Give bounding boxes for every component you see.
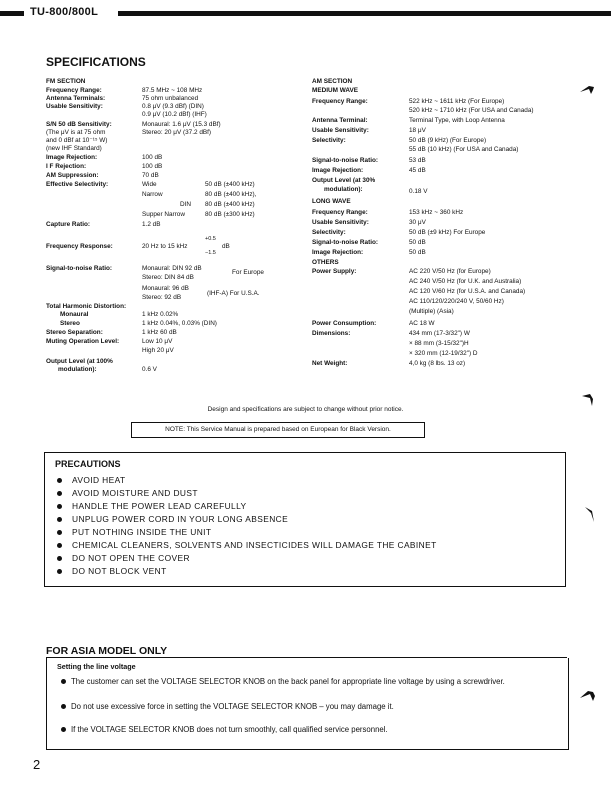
fm-freq-range-label: Frequency Range: [46, 87, 102, 94]
asia-subtitle: Setting the line voltage [57, 662, 136, 671]
am-usable-label: Usable Sensitivity: [312, 127, 369, 134]
margin-mark [579, 84, 595, 96]
am-lw-freq-label: Frequency Range: [312, 209, 368, 216]
margin-mark [581, 393, 595, 407]
bullet-icon [57, 504, 62, 509]
fm-snr-4: Stereo: 92 dB [142, 294, 182, 301]
header-bar [0, 4, 611, 24]
fm-thd-mono-value: 1 kHz 0.02% [142, 311, 179, 318]
others-heading: OTHERS [312, 259, 339, 266]
net-weight-label: Net Weight: [312, 360, 348, 367]
bullet-icon [57, 478, 62, 483]
bullet-icon [61, 679, 66, 684]
fm-capture-value: 1.2 dB [142, 221, 161, 228]
am-lw-snr-label: Signal-to-noise Ratio: [312, 239, 379, 246]
am-usable-value: 18 μV [409, 127, 426, 134]
fm-snr-3: Monaural: 96 dB [142, 285, 189, 292]
bullet-icon [57, 543, 62, 548]
am-lw-freq-value: 153 kHz ~ 360 kHz [409, 209, 464, 216]
fm-sn50-note-3: (new IHF Standard) [46, 145, 102, 152]
precaution-text: PUT NOTHING INSIDE THE UNIT [72, 527, 212, 537]
model-name: TU-800/800L [30, 6, 99, 18]
fm-sn50-note-1: (The μV is at 75 ohm [46, 129, 106, 136]
am-lw-usable-value: 30 μV [409, 219, 426, 226]
spec-notice: Design and specifications are subject to change without prior notice. [207, 406, 404, 413]
fm-thd-stereo-value: 1 kHz 0.04%, 0.03% (DIN) [142, 320, 217, 327]
fm-image-label: Image Rejection: [46, 154, 98, 161]
fm-usable-value-1: 0.8 μV (9.3 dBf) (DIN) [142, 103, 204, 110]
am-lw-sel-label: Selectivity: [312, 229, 346, 236]
margin-mark [579, 689, 597, 703]
net-weight-value: 4,0 kg (8 lbs. 13 oz) [409, 360, 466, 367]
am-lw-image-value: 50 dB [409, 249, 426, 256]
precaution-text: AVOID MOISTURE AND DUST [72, 488, 198, 498]
specifications-title: SPECIFICATIONS [46, 55, 146, 69]
fm-thd-mono-label: Monaural [60, 311, 89, 318]
precaution-text: CHEMICAL CLEANERS, SOLVENTS AND INSECTICIDES WILL DAMAGE THE CABINET [72, 540, 437, 550]
am-image-value: 45 dB [409, 167, 426, 174]
am-sel-1: 50 dB (9 kHz) (For Europe) [409, 137, 487, 144]
fm-am-supp-label: AM Suppression: [46, 172, 99, 179]
service-note-box: NOTE: This Service Manual is prepared based on European for Black Version. [131, 422, 425, 438]
precaution-item [57, 501, 247, 511]
am-freq-range-label: Frequency Range: [312, 98, 368, 105]
fm-eff-sel-3b: 80 dB (±400 kHz) [205, 201, 255, 208]
dimensions-3: × 320 mm (12-19/32") D [409, 350, 478, 357]
fm-snr-label: Signal-to-noise Ratio: [46, 265, 113, 272]
fm-eff-sel-4a: Supper Narrow [142, 211, 185, 218]
fm-eff-sel-2a: Narrow [142, 191, 163, 198]
fm-freq-resp-value: 20 Hz to 15 kHz [142, 243, 188, 250]
fm-snr-usa: (IHF-A) For U.S.A. [207, 290, 260, 297]
fm-freq-resp-plus: +0.5 [205, 236, 216, 242]
bullet-icon [61, 704, 66, 709]
asia-title: FOR ASIA MODEL ONLY [46, 645, 168, 657]
bullet-icon [61, 727, 66, 732]
power-supply-1: AC 220 V/50 Hz (for Europe) [409, 268, 491, 275]
am-lw-sel-value: 50 dB (±9 kHz) For Europe [409, 229, 486, 236]
fm-eff-sel-1a: Wide [142, 181, 157, 188]
power-supply-label: Power Supply: [312, 268, 357, 275]
am-antenna-label: Antenna Terminal: [312, 117, 368, 124]
fm-eff-sel-4b: 80 dB (±300 kHz) [205, 211, 255, 218]
am-output-label-2: modulation): [324, 186, 363, 193]
fm-if-value: 100 dB [142, 163, 163, 170]
margin-mark [584, 505, 596, 523]
asia-item-text: Do not use excessive force in setting the VOLTAGE SELECTOR KNOB – you may damage it. [71, 702, 394, 711]
fm-freq-resp-label: Frequency Response: [46, 243, 113, 250]
bullet-icon [57, 530, 62, 535]
fm-sn50-note-2: and 0 dBf at 10⁻¹⁵ W) [46, 137, 108, 144]
fm-am-supp-value: 70 dB [142, 172, 159, 179]
power-supply-5: (Multiple) (Asia) [409, 308, 454, 315]
dimensions-2: × 88 mm (3-15/32")H [409, 340, 469, 347]
fm-freq-range-value: 87.5 MHz ~ 108 MHz [142, 87, 203, 94]
fm-image-value: 100 dB [142, 154, 163, 161]
am-sel-label: Selectivity: [312, 137, 346, 144]
fm-muting-label: Muting Operation Level: [46, 338, 120, 345]
fm-section-heading: FM SECTION [46, 78, 86, 85]
dimensions-label: Dimensions: [312, 330, 351, 337]
bullet-icon [57, 569, 62, 574]
fm-snr-2: Stereo: DIN 84 dB [142, 274, 194, 281]
fm-output-value: 0.6 V [142, 366, 157, 373]
precaution-text: HANDLE THE POWER LEAD CAREFULLY [72, 501, 247, 511]
bullet-icon [57, 517, 62, 522]
am-sel-2: 55 dB (10 kHz) (For USA and Canada) [409, 146, 519, 153]
am-freq-range-1: 522 kHz ~ 1611 kHz (For Europe) [409, 98, 505, 105]
bullet-icon [57, 556, 62, 561]
am-output-label-1: Output Level (at 30% [312, 177, 376, 184]
fm-eff-sel-2b: 80 dB (±400 kHz), [205, 191, 257, 198]
fm-muting-low: Low 10 μV [142, 338, 173, 345]
am-lw-heading: LONG WAVE [312, 198, 351, 205]
power-supply-2: AC 240 V/50 Hz (for U.K. and Australia) [409, 278, 522, 285]
fm-snr-europe: For Europe [232, 269, 264, 276]
precaution-item [57, 514, 288, 524]
precaution-item [57, 540, 437, 550]
power-supply-3: AC 120 V/60 Hz (for U.S.A. and Canada) [409, 288, 526, 295]
fm-eff-sel-1b: 50 dB (±400 kHz) [205, 181, 255, 188]
am-lw-usable-label: Usable Sensitivity: [312, 219, 369, 226]
power-consumption-label: Power Consumption: [312, 320, 377, 327]
fm-thd-stereo-label: Stereo [60, 320, 80, 327]
fm-freq-resp-minus: −1.5 [205, 250, 216, 256]
am-snr-label: Signal-to-noise Ratio: [312, 157, 379, 164]
precaution-item [57, 566, 167, 576]
dimensions-1: 434 mm (17-3/32") W [409, 330, 470, 337]
fm-sn50-stereo: Stereo: 20 μV (37.2 dBf) [142, 129, 212, 136]
fm-thd-label: Total Harmonic Distortion: [46, 303, 127, 310]
fm-capture-label: Capture Ratio: [46, 221, 91, 228]
fm-antenna-label: Antenna Terminals: [46, 95, 106, 102]
asia-item-text: If the VOLTAGE SELECTOR KNOB does not turn smoothly, call qualified service personnel. [71, 725, 388, 734]
power-supply-4: AC 110/120/220/240 V, 50/60 Hz) [409, 298, 504, 305]
am-output-value: 0.18 V [409, 188, 428, 195]
precaution-text: DO NOT BLOCK VENT [72, 566, 167, 576]
am-section-heading: AM SECTION [312, 78, 353, 85]
header-rule-left [0, 11, 24, 16]
am-snr-value: 53 dB [409, 157, 426, 164]
fm-if-label: I F Rejection: [46, 163, 87, 170]
fm-sep-value: 1 kHz 60 dB [142, 329, 177, 336]
am-lw-snr-value: 50 dB [409, 239, 426, 246]
fm-usable-value-2: 0.9 μV (10.2 dBf) (IHF) [142, 111, 207, 118]
precaution-item [57, 475, 125, 485]
precaution-text: DO NOT OPEN THE COVER [72, 553, 190, 563]
fm-eff-sel-3a: DIN [180, 201, 192, 208]
fm-output-label-1: Output Level (at 100% [46, 358, 113, 365]
precautions-title: PRECAUTIONS [55, 459, 121, 469]
fm-sn50-label: S/N 50 dB Sensitivity: [46, 121, 112, 128]
fm-muting-high: High 20 μV [142, 347, 174, 354]
precaution-text: UNPLUG POWER CORD IN YOUR LONG ABSENCE [72, 514, 289, 524]
am-mw-heading: MEDIUM WAVE [312, 87, 359, 94]
fm-sn50-mono: Monaural: 1.6 μV (15.3 dBf) [142, 121, 221, 128]
precautions-box [44, 452, 566, 587]
page-number: 2 [33, 757, 41, 772]
power-consumption-value: AC 18 W [409, 320, 435, 327]
bullet-icon [57, 491, 62, 496]
fm-sep-label: Stereo Separation: [46, 329, 103, 336]
fm-eff-sel-label: Effective Selectivity: [46, 181, 109, 188]
precaution-item [57, 553, 190, 563]
fm-antenna-value: 75 ohm unbalanced [142, 95, 199, 102]
precaution-item [57, 488, 198, 498]
am-antenna-value: Terminal Type, with Loop Antenna [409, 117, 505, 124]
fm-output-label-2: modulation): [58, 366, 97, 373]
am-lw-image-label: Image Rejection: [312, 249, 364, 256]
fm-usable-label: Usable Sensitivity: [46, 103, 103, 110]
am-image-label: Image Rejection: [312, 167, 364, 174]
asia-box [46, 658, 569, 750]
precaution-item [57, 527, 211, 537]
fm-snr-1: Monaural: DIN 92 dB [142, 265, 202, 272]
precaution-text: AVOID HEAT [72, 475, 126, 485]
fm-freq-resp-unit: dB [222, 243, 230, 250]
am-freq-range-2: 520 kHz ~ 1710 kHz (For USA and Canada) [409, 107, 534, 114]
header-rule-right [118, 11, 611, 16]
asia-item-text: The customer can set the VOLTAGE SELECTOR KNOB on the back panel for appropriate line voltage by using a screwdriver. [71, 677, 505, 686]
